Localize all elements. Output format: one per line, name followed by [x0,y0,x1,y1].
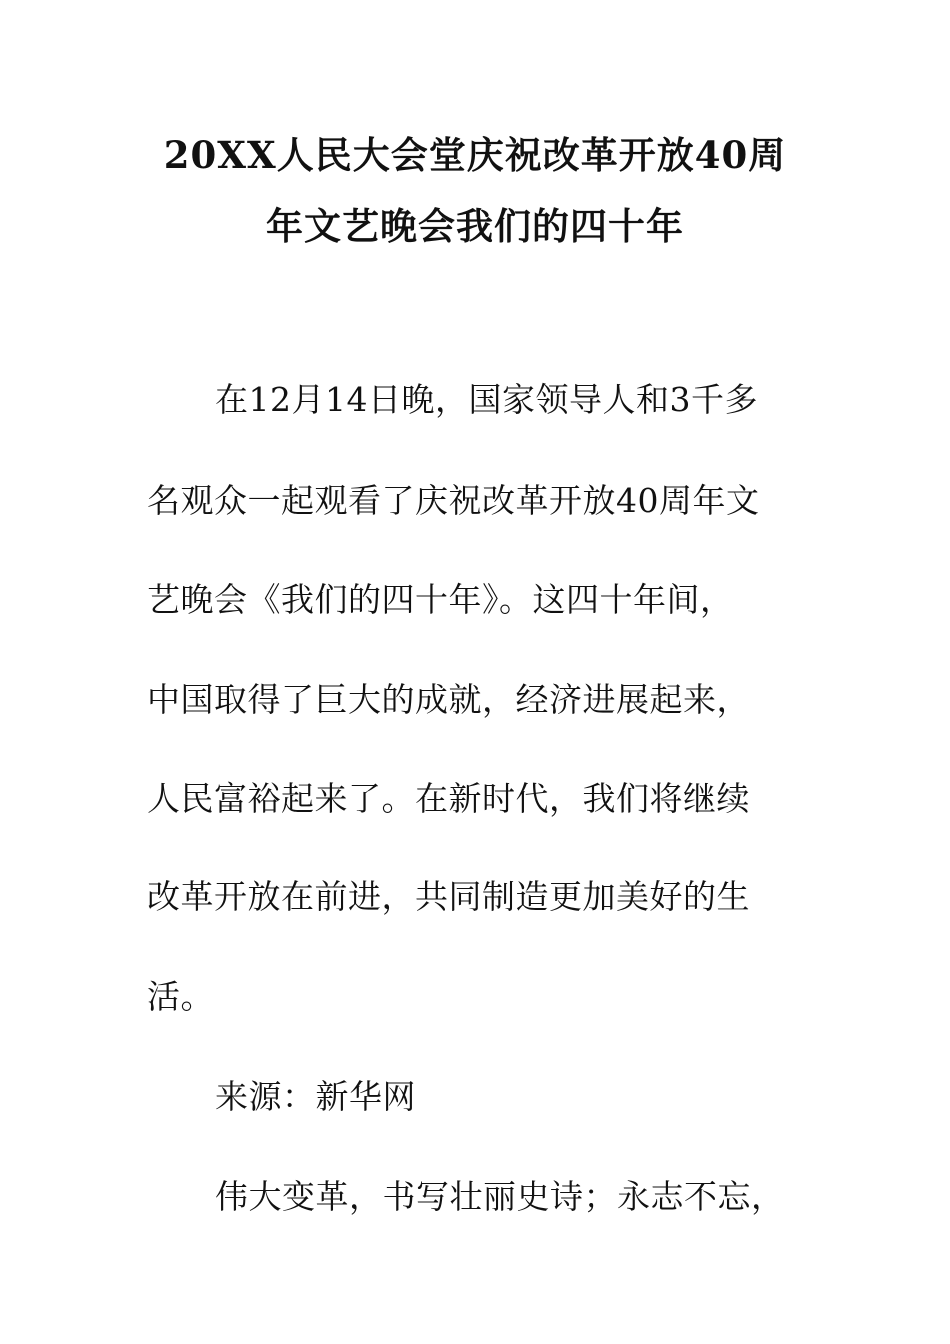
paragraph-line-4: 中国取得了巨大的成就，经济进展起来， [147,680,750,719]
paragraph-line-5: 人民富裕起来了。在新时代，我们将继续 [147,779,750,818]
closing-line: 伟大变革，书写壮丽史诗；永志不忘， [215,1177,785,1216]
title-line-1: 20XX人民大会堂庆祝改革开放40周 [163,133,787,177]
paragraph-line-7: 活。 [147,977,214,1016]
title-line-2: 年文艺晚会我们的四十年 [266,204,684,248]
source-line: 来源：新华网 [215,1077,416,1116]
paragraph-line-1: 在12月14日晚，国家领导人和3千多 [215,380,758,419]
paragraph-line-2: 名观众一起观看了庆祝改革开放40周年文 [147,481,760,520]
paragraph-line-6: 改革开放在前进，共同制造更加美好的生 [147,877,750,916]
paragraph-line-3: 艺晚会《我们的四十年》。这四十年间， [147,580,734,619]
